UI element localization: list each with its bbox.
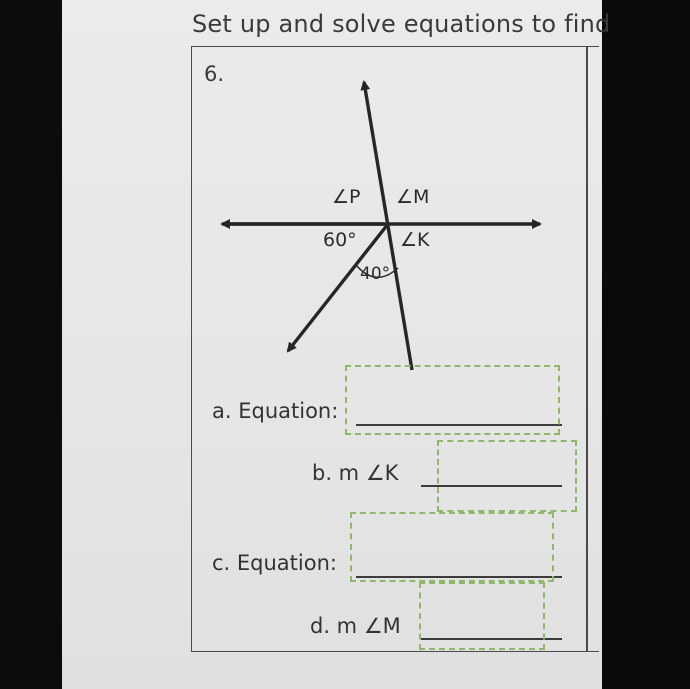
instructions-text: Set up and solve equations to find	[192, 10, 611, 38]
angle-k-label: ∠K	[400, 229, 430, 251]
question-a-label: a. Equation:	[212, 399, 339, 423]
angle-60-label: 60°	[323, 229, 357, 251]
answer-box-b[interactable]	[437, 440, 577, 512]
angle-40-label: 40°	[360, 264, 391, 284]
problem-number: 6.	[204, 62, 225, 86]
answer-box-a[interactable]	[345, 365, 560, 435]
question-c-label: c. Equation:	[212, 551, 337, 575]
angle-m-label: ∠M	[396, 186, 430, 208]
answer-box-d[interactable]	[419, 582, 545, 650]
question-d-label: d. m ∠M	[310, 614, 401, 638]
question-b-label: b. m ∠K	[312, 461, 399, 485]
angle-p-label: ∠P	[332, 186, 361, 208]
answer-box-c[interactable]	[350, 512, 554, 582]
